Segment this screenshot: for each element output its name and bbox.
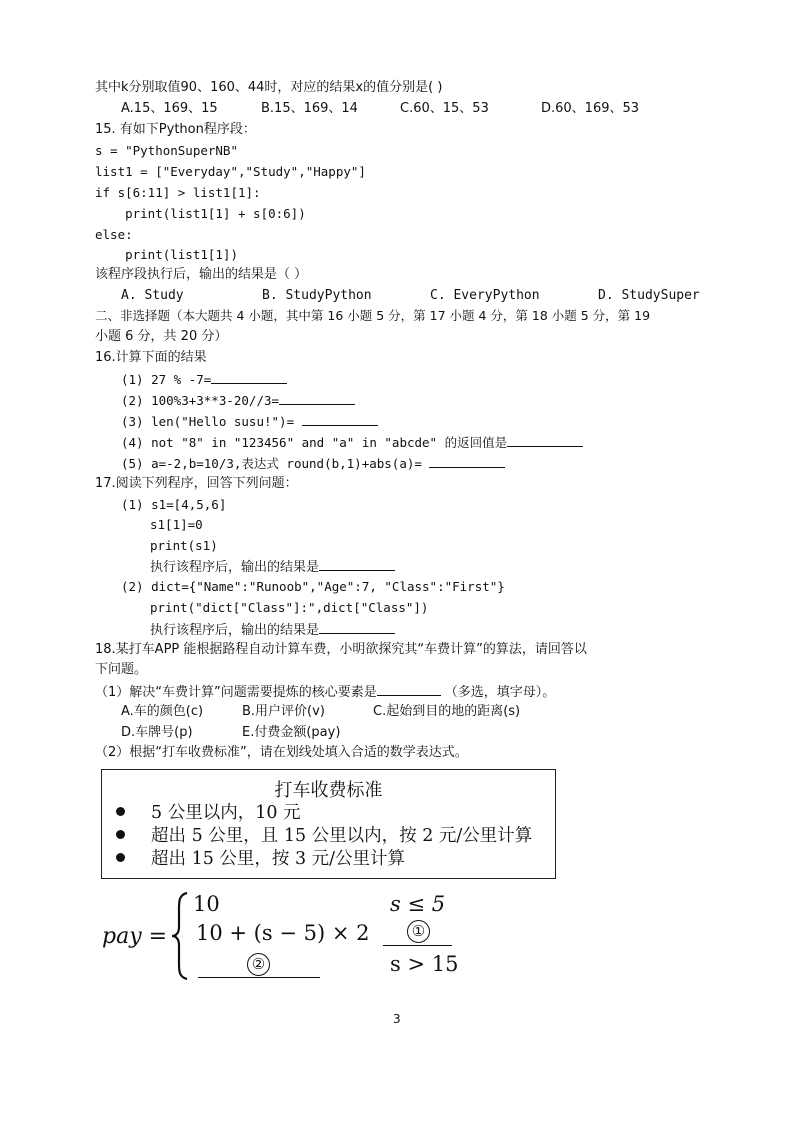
case3-value-blank[interactable] [198, 951, 320, 978]
case2-condition-blank[interactable] [383, 919, 452, 946]
formula-lhs: pay = [102, 924, 168, 949]
q14-option-b: B.15、169、14 [261, 101, 358, 116]
q15-option-b: B. StudyPython [262, 288, 372, 303]
q14-option-c: C.60、15、53 [400, 101, 489, 116]
question-text: 执行该程序后，输出的结果是 [150, 560, 320, 575]
q15-code-line: s = "PythonSuperNB" [95, 143, 238, 158]
q15-title: 15. 有如下Python程序段： [95, 122, 256, 137]
q14-option-d: D.60、169、53 [541, 101, 640, 116]
fee-rule-text: 5 公里以内，10 元 [151, 803, 301, 823]
bullet-icon [116, 830, 125, 839]
q16-item-4 [121, 433, 583, 451]
section-heading: 二、非选择题（本大题共 4 小题，其中第 16 小题 5 分，第 17 小题 4 分，第 18 小题 5 分，第 19 [95, 308, 651, 323]
q15-code-line: print(list1[1]) [95, 247, 238, 262]
q15-code-line: if s[6:11] > list1[1]: [95, 185, 261, 200]
case1-condition: s ≤ 5 [390, 892, 446, 916]
answer-blank[interactable] [507, 433, 583, 447]
q17-p1-code: (1) s1=[4,5,6] [121, 497, 227, 512]
q18-sub2: （2）根据“打车收费标准”，请在划线处填入合适的数学表达式。 [95, 745, 468, 760]
question-text: （1）解决“车费计算”问题需要提炼的核心要素是 [95, 685, 377, 700]
q15-code-line: print(list1[1] + s[0:6]) [95, 206, 306, 221]
fee-rule-text: 超出 15 公里，按 3 元/公里计算 [151, 849, 406, 869]
q18-choice-d: D.车牌号(p) [121, 725, 193, 740]
case2-value: 10 + (s − 5) × 2 [196, 921, 370, 945]
q16-item-text: (5) a=-2,b=10/3,表达式 round(b,1)+abs(a)= [121, 456, 430, 471]
q17-title: 17.阅读下列程序，回答下列问题： [95, 476, 298, 491]
left-brace [170, 891, 190, 981]
bullet-icon [116, 853, 125, 862]
q18-choice-e: E.付费金额(pay) [242, 725, 341, 740]
answer-blank[interactable] [319, 620, 395, 634]
q14-option-a: A.15、169、15 [121, 101, 218, 116]
answer-blank[interactable] [302, 412, 378, 426]
q15-question: 该程序段执行后，输出的结果是（ ） [95, 267, 308, 282]
fee-rule-text: 超出 5 公里，且 15 公里以内，按 2 元/公里计算 [151, 826, 533, 846]
answer-blank[interactable] [211, 370, 287, 384]
q18-choice-a: A.车的颜色(c) [121, 704, 204, 719]
q16-item-3 [121, 412, 378, 430]
page-number: 3 [393, 1012, 401, 1026]
section-heading-cont: 小题 6 分，共 20 分） [95, 329, 228, 344]
fee-rule [116, 825, 532, 847]
question-text: （多选，填字母）。 [444, 685, 556, 700]
q16-item-2 [121, 391, 355, 409]
q17-p1-code: print(s1) [150, 538, 218, 553]
fee-box-title: 打车收费标准 [274, 780, 383, 801]
q17-p2-code: print("dict["Class"]:",dict["Class"]) [150, 600, 429, 615]
answer-blank[interactable] [319, 557, 395, 571]
bullet-icon [116, 807, 125, 816]
q16-item-5 [121, 454, 505, 472]
fee-standard-box [101, 769, 556, 879]
q15-code-line: else: [95, 227, 133, 242]
q17-p1-code: s1[1]=0 [150, 517, 203, 532]
q18-stem-cont: 下问题。 [95, 662, 148, 677]
case1-value: 10 [193, 892, 220, 916]
q18-stem: 18.某打车APP 能根据路程自动计算车费，小明欲探究其“车费计算”的算法，请回答以 [95, 642, 587, 657]
answer-blank[interactable] [279, 391, 355, 405]
case3-condition: s > 15 [390, 952, 459, 976]
q16-title: 16.计算下面的结果 [95, 350, 207, 365]
q18-choice-c: C.起始到目的地的距离(s) [373, 704, 521, 719]
q17-p2-code: (2) dict={"Name":"Runoob","Age":7, "Class":"First"} [121, 579, 505, 594]
q15-option-c: C. EveryPython [430, 288, 540, 303]
fee-rule [116, 848, 405, 870]
q16-item-text: (2) 100%3+3**3-20//3= [121, 393, 280, 408]
question-text: 执行该程序后，输出的结果是 [150, 623, 320, 638]
q18-sub1 [95, 682, 555, 701]
q16-item-1 [121, 370, 287, 388]
q16-item-text: (1) 27 % -7= [121, 372, 212, 387]
q15-code-line: list1 = ["Everyday","Study","Happy"] [95, 164, 366, 179]
fee-rule [116, 802, 301, 824]
q15-option-a: A. Study [121, 288, 184, 303]
blank-marker-2: ② [247, 953, 270, 976]
q16-item-text: (4) not "8" in "123456" and "a" in "abcde" 的返回值是 [121, 435, 508, 450]
answer-blank[interactable] [377, 682, 441, 696]
q14-stem: 其中k分别取值90、160、44时，对应的结果x的值分别是( ) [95, 80, 443, 95]
q17-p1-question [150, 557, 395, 576]
q15-option-d: D. StudySuper [598, 288, 700, 303]
answer-blank[interactable] [429, 454, 505, 468]
blank-marker-1: ① [407, 920, 430, 943]
q17-p2-question [150, 620, 395, 639]
q18-choice-b: B.用户评价(v) [242, 704, 325, 719]
q16-item-text: (3) len("Hello susu!")= [121, 414, 302, 429]
